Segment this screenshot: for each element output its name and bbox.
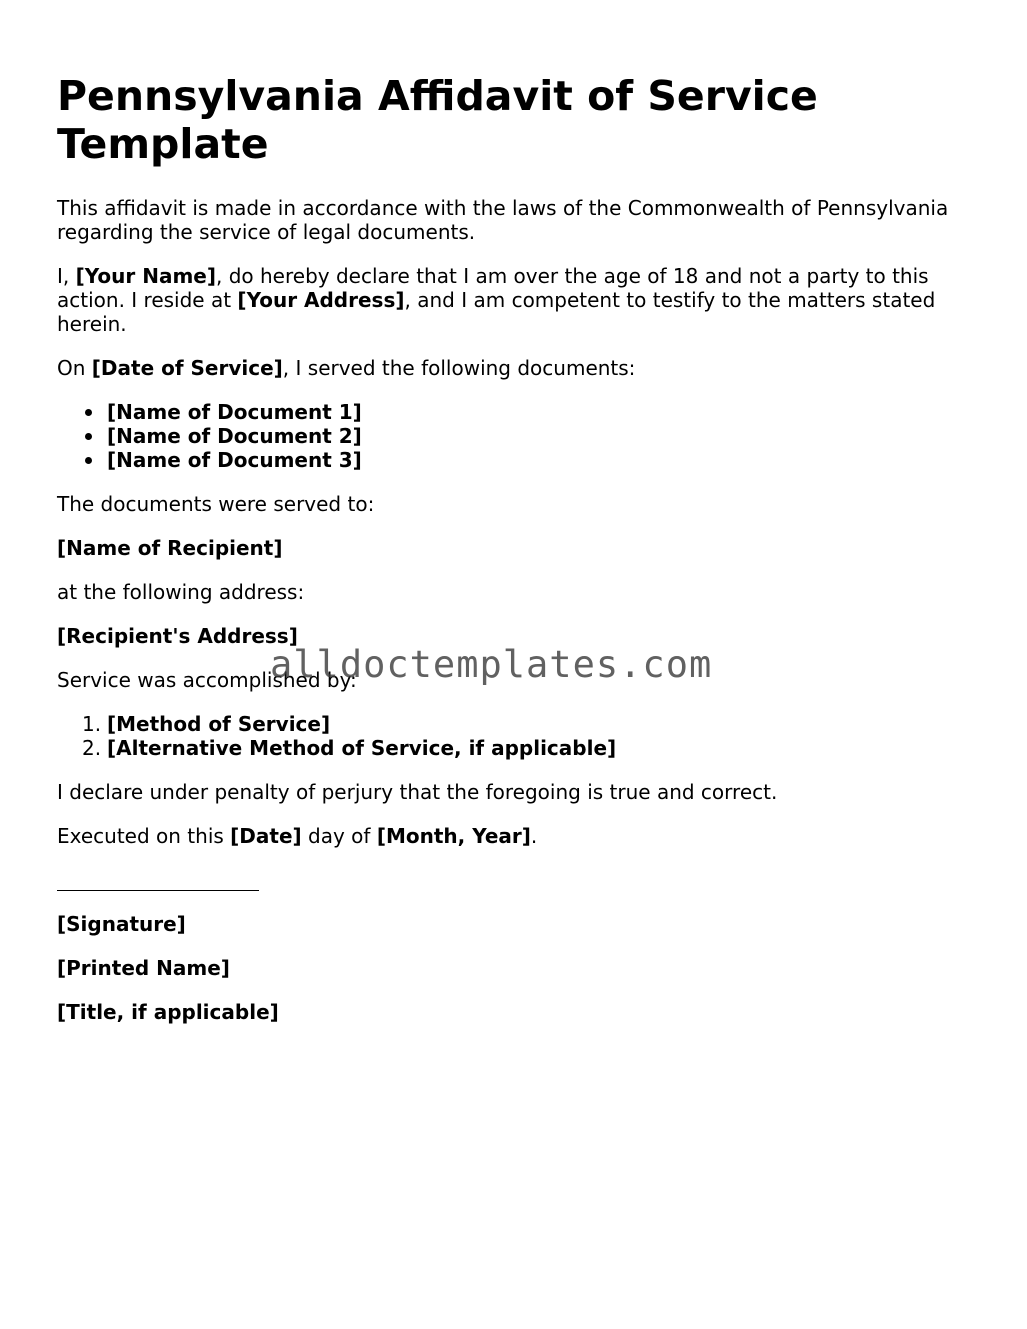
list-number: 1.	[82, 712, 102, 736]
list-item	[57, 736, 616, 760]
list-item	[57, 448, 362, 472]
list-item	[57, 424, 362, 448]
signature-placeholder: [Signature]	[57, 912, 186, 936]
service-methods-list	[57, 712, 616, 760]
declaration-paragraph	[57, 264, 967, 336]
served-to-text: The documents were served to:	[57, 492, 375, 516]
signature-line	[57, 890, 259, 891]
bullet-icon	[85, 409, 92, 416]
address-intro-text: at the following address:	[57, 580, 305, 604]
document-name: [Name of Document 2]	[107, 424, 362, 448]
service-date-paragraph	[57, 356, 967, 380]
declaration-middle: , do hereby declare that I am over the age of 18 and not a party to this action. I reside at	[57, 264, 929, 312]
bullet-icon	[85, 457, 92, 464]
execution-date-placeholder: [Date]	[230, 824, 302, 848]
title-placeholder: [Title, if applicable]	[57, 1000, 279, 1024]
recipient-name-placeholder: [Name of Recipient]	[57, 536, 283, 560]
month-year-placeholder: [Month, Year]	[376, 824, 531, 848]
execution-middle: day of	[301, 824, 377, 848]
declaration-prefix: I,	[57, 264, 76, 288]
perjury-statement: I declare under penalty of perjury that the foregoing is true and correct.	[57, 780, 778, 804]
bullet-icon	[85, 433, 92, 440]
list-item	[57, 712, 616, 736]
your-name-placeholder: [Your Name]	[75, 264, 216, 288]
recipient-address-placeholder: [Recipient's Address]	[57, 624, 298, 648]
printed-name-placeholder: [Printed Name]	[57, 956, 230, 980]
execution-prefix: Executed on this	[57, 824, 231, 848]
intro-paragraph: This affidavit is made in accordance with the laws of the Commonwealth of Pennsylvania regarding the service of legal documents.	[57, 196, 949, 244]
document-name: [Name of Document 1]	[107, 400, 362, 424]
declaration-suffix: , and I am competent to testify to the matters stated herein.	[57, 288, 936, 336]
list-item	[57, 400, 362, 424]
service-date-prefix: On	[57, 356, 92, 380]
document-name: [Name of Document 3]	[107, 448, 362, 472]
service-date-suffix: , I served the following documents:	[282, 356, 636, 380]
watermark: alldoctemplates.com	[270, 643, 713, 686]
execution-paragraph	[57, 824, 967, 848]
list-number: 2.	[82, 736, 102, 760]
documents-list	[57, 400, 362, 472]
date-of-service-placeholder: [Date of Service]	[91, 356, 283, 380]
execution-suffix: .	[530, 824, 538, 848]
your-address-placeholder: [Your Address]	[237, 288, 405, 312]
method-intro-text: Service was accomplished by:	[57, 668, 357, 692]
document-title: Pennsylvania Affidavit of Service Template	[57, 72, 818, 168]
method-text: [Method of Service]	[107, 712, 331, 736]
method-text: [Alternative Method of Service, if applicable]	[107, 736, 617, 760]
